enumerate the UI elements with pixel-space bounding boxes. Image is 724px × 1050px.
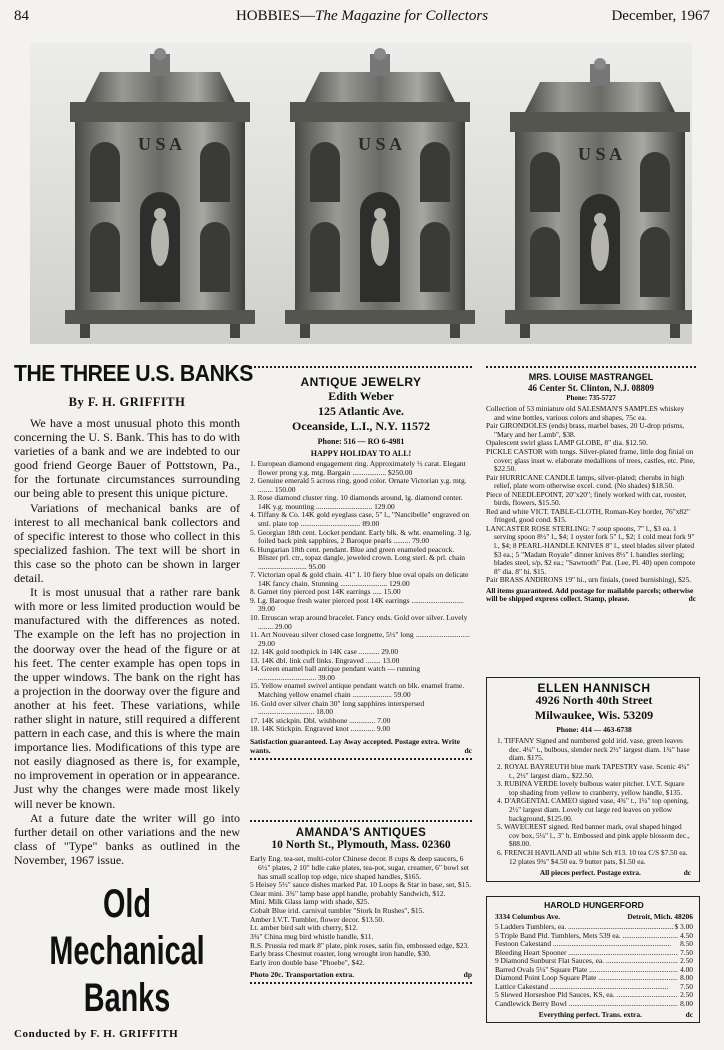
page-number: 84 [14,8,29,24]
ad-ellen-hannisch [486,677,700,882]
price-item-name: Lattice Cakestand ..... [495,983,678,992]
ad-item: Piece of NEEDLEPOINT, 20"x20"; finely worked with cat, rooster, birds, flowers, $15.50. [486,489,687,508]
ad-item: 5. WAVECREST signed. Red banner mark, oval shaped hinged cov box, 5¼" l., 3" h. Embossed and pink apple blossom dec., $88.00. [497,822,690,849]
conducted-by: Conducted by F. H. GRIFFITH [14,1028,179,1040]
ad-code: dc [685,1010,693,1020]
banks-photo-illustration [30,42,692,344]
ad-item: 4. Tiffany & Co. 14K gold eyeglass case, 5" l., "Nancibelle" engraved on sml. plate top ................................ 89.00 [250,510,470,529]
price-item-name: Bleeding Heart Spooner ..... [495,949,678,958]
ad-item: Cobalt Blue irid. carnival tumbler "Stork In Rushes", $15. [250,906,425,916]
price-item-price: 7.50 [680,947,693,957]
divider [486,366,696,369]
divider [250,982,472,985]
ad-address: 10 North St., Plymouth, Mass. 02360 [271,839,451,852]
price-item-price: 4.00 [680,964,693,974]
price-item-price: 2.50 [680,990,693,1000]
ad-city: Detroit, Mich. 48206 [627,912,693,922]
ad-item: 6. FRENCH HAVILAND all white Sch #13. 10 tea C/S $7.50 ea. 12 plates 9¾" $4.50 ea. 9 butter pats, $1.50 ea. [497,847,688,866]
ad-harold-hungerford [486,896,700,1023]
ad-city: Milwaukee, Wis. 53209 [534,708,654,723]
ad-city: Oceanside, L.I., N.Y. 11572 [292,419,430,433]
ad-address: 4926 North 40th Street [535,693,653,708]
magazine-title [14,8,710,25]
column-title [46,881,209,1022]
price-item-price: 2.50 [680,956,693,966]
price-row [495,923,693,932]
ad-item: R.S. Prussia red mark 8" plate, pink roses, satin fin, embossed edge, $23. [250,940,470,950]
price-item-price: 4.50 [680,930,693,940]
article-body [14,416,240,867]
ad-item: 7. Victorian opal & gold chain. 41" l. 10 fiery blue oval opals on delicate 14K fancy chain. Stunning ......................... 129.00 [250,570,469,588]
ad-item-list [497,737,691,866]
ad-item: 14. Green enamel ball antique pendant watch — running ............................... 39.00 [250,664,421,682]
ad-footer [486,587,696,604]
article-title: THE THREE U.S. BANKS [14,360,253,386]
ad-code: dc [464,745,472,755]
ad-item: Mini. Milk Glass lamp with shade, $25. [250,897,370,907]
ad-footer-text: Satisfaction guaranteed. Lay Away accepted. Postage extra. Write wants. [250,736,460,755]
ad-item: 2. ROYAL BAYREUTH blue mark TAPESTRY vase. Scenic 4¼" t., 2½" largest diam., $22.50. [497,761,690,780]
price-row [495,974,693,983]
banks-photo [30,42,692,344]
ad-item-list [250,855,472,968]
price-row [495,983,693,992]
ad-heading: HAROLD HUNGERFORD [544,900,644,910]
ad-item: 17. 14K stickpin. Dbl. wishbone .............. 7.00 [250,715,391,725]
ad-item: 13. 14K dbl. link cuff links. Engraved ........ 13.00 [250,655,400,665]
ad-code: dp [463,969,472,979]
ad-item: 12. 14K gold toothpick in 14K case ........... 29.00 [250,647,399,657]
ad-price-list [495,923,693,1008]
issue-date: December, 1967 [611,8,710,24]
column-title-line: Old [102,882,151,926]
price-item-price: 8.50 [680,939,693,949]
ad-footer-text: All pieces perfect. Postage extra. [539,868,641,878]
article-paragraph: It is most unusual that a rather rare bank with more or less limited production would be manufactured with the differences as noted. The example on the left has no projection in the doorway over the head of the figure or at his feet. The center example has open tops in the upper windows. The bank on the right has a projection in the doorway over the figure and another at his feet. These variations, while rather slight in nature, still required a different pattern in each case, and this is where the main importance lies. Modifications of this type are not easily diagnosed as there is, for example, no improvement in operation or in appearance. Just why the changes were made most likely will never be known. [14,585,240,811]
bank-right [505,58,692,338]
ad-item: 16. Gold over silver chain 30" long sapphires interspersed .............................. 18.00 [250,698,425,717]
ad-item: 3. RUBINA VERDE lovely bulbous water pitcher. I.V.T. Square top shading from yellow to cranberry, yellow handle, $135. [497,779,685,797]
price-item-name: Barred Ovals 5¼" Square Plate ..... [495,966,678,975]
ad-antique-jewelry [250,366,472,761]
price-row [495,966,693,975]
ad-item: 15. Yellow enamel swivel antique pendant watch on blk. enamel frame. Matching yellow enamel chain ..................... 59.00 [250,681,465,699]
ad-item: Collection of 53 miniature old SALESMAN'S SAMPLES whiskey and wine bottles, various colors and shapes, 75c ea. [486,404,685,422]
ad-amandas-antiques [250,820,472,985]
ad-item: Pair GIRONDOLES (ends) brass, marbel bases, 20 U-drop prisms, "Mary and her Lamb", $38. [486,421,685,439]
price-row [495,932,693,941]
ad-item: 4. D'ARGENTAL CAMEO signed vase, 4¾" t., 1¼" top opening, 2½" largest diam. Lovely cut large red leaves on yellow background, $125.00. [497,796,689,823]
ad-greeting: HAPPY HOLIDAY TO ALL! [310,449,412,459]
ad-item: LANCASTER ROSE STERLING: 7 soup spoons, 7" l., $3 ea. 1 serving spoon 8½" l., $4; 1 oyster fork 5" l., $2; 1 cold meat fork 9" l., $4; 8 PEARL-HANDLE KNIVES 8" l., steel blades silver plated $3 ea.; 5 "Madam Royale" dinner knives 8½" l. handles sterling; blades steel, s/p, $2 ea.; "Sawtooth" Pat. (Lee, Pl. 40) open compote 8" dia. 8" hi. $15. [486,523,696,576]
bank-sign: U S A [357,134,403,154]
price-item-name: Candlewick Berry Bowl ..... [495,1000,678,1009]
price-item-name: 5 Triple Band Pld. Tumblers, Mets 539 ea. ..... [495,932,678,941]
price-item-name: Festoon Cakestand ..... [495,940,678,949]
ad-address: 46 Center St. Clinton, N.J. 08809 [527,383,655,394]
price-row [495,949,693,958]
ad-item: Early Eng. tea-set, multi-color Chinese decor. 8 cups & deep saucers, 6 6½" plates, 2 10" hdle cake plates, tea-pot, sugar, creamer, 6" bowl set has small scallop top edge, nice shaped handles, $165. [250,854,470,881]
ad-item-list [486,405,696,584]
ad-item: 11. Art Nouveau silver closed case lorgnette, 5½" long ............................. 29.00 [250,630,470,648]
price-row [495,940,693,949]
bank-sign: U S A [577,144,623,164]
article-paragraph: Variations of mechanical banks are of interest to all mechanical bank collectors and of specific interest to those who collect in this specialized fashion. The text will be short in this case so the photo can be shown in larger detail. [14,500,240,586]
ad-heading: MRS. LOUISE MASTRANGEL [528,372,654,382]
magazine-prefix: HOBBIES— [235,8,316,24]
ad-item: Opalescent swirl glass LAMP GLOBE, 8" dia. $12.50. [486,438,648,448]
price-row [495,1000,693,1009]
ad-footer [497,868,691,877]
ad-phone: Phone: 516 — RO 6-4981 [317,437,405,446]
ad-heading: AMANDA'S ANTIQUES [295,827,427,839]
ad-code: dc [683,868,691,878]
ad-item: Clear mini. 3¾" lamp base appl handle, probably Sandwich, $12. [250,888,446,898]
ad-item: 5. Georgian 18th cent. Locket pendant. Early blk. & wht. enameling. 3 lg. foiled back pink sapphires, 2 Baroque pearls ......... 79.00 [250,527,472,546]
bank-sign: U S A [137,134,183,154]
article-paragraph: We have a most unusual photo this month concerning the U. S. Bank. This has to do with varieties of a bank and we are indebted to our good friend George Bauer of Pottstown, Pa., for the fortunate circumstances surrounding our being able to present this unique picture. [14,416,240,501]
ad-item: 6. Hungarian 18th cent. pendant. Blue and green enameled peacock. Blister prl. ctr., topaz dangle, jeweled crown. Long sterl. & prl. chain .......................... 95.00 [250,544,466,571]
ad-item: 1. European diamond engagement ring. Approximately ½ carat. Elegant flower prong y.g. mtg. Bargain .................. $250.00 [250,459,466,477]
ad-item: Early iron double base "Phoebe", $42. [250,958,365,968]
ad-footer [495,1010,693,1019]
magazine-name: The Magazine for Collectors [315,8,489,24]
ad-name: Edith Weber [328,389,394,403]
ad-item: Pair BRASS ANDIRONS 19" hi., urn finials, (need burnishing), $25. [486,575,692,585]
ad-footer-text: Photo 20c. Transportation extra. [250,969,355,979]
ad-address [495,912,693,921]
column-title-line: Mechanical [49,929,205,973]
ad-heading: ANTIQUE JEWELRY [300,375,422,389]
ad-code: dc [688,594,696,604]
ad-item-list [250,460,472,734]
price-item-name: 9 Diamond Sunburst Flat Sauces, ea. ..... [495,957,678,966]
price-item-price: 8.00 [680,998,693,1008]
ad-item: 18. 14K Stickpin. Engraved knot ............. 9.00 [250,724,390,734]
price-item-name: 5 Slewed Horseshoe Pld Sauces, KS, ea. ..... [495,991,678,1000]
price-row [495,957,693,966]
ad-item: 5 Heisey 5½" sauce dishes marked Pat. 10 Loops & Star in base, set, $15. [250,880,472,890]
ad-footer-text: All items guaranteed. Add postage for mailable parcels; otherwise will be shipped express collect. Stamp, please. [486,585,694,604]
ad-item: Pair HURRICANE CANDLE lamps, silver-plated; cherubs in high relief, plate worn otherwise excel. cond. (No shades) $18.50. [486,472,685,491]
column-title-line: Banks [83,976,171,1020]
article-byline: By F. H. GRIFFITH [68,395,186,409]
divider [250,758,472,761]
ad-item: 10. Etruscan wrap around bracelet. Fancy ends. Gold over silver. Lovely ........ 29.00 [250,613,468,631]
bank-left [65,48,255,338]
ad-item: PICKLE CASTOR with tongs. Silver-plated frame, little dog finial on cover; glass inset w. elaborate medallions of trees, castles, etc. Pine, $22.50. [486,447,695,474]
ad-item: 1. TIFFANY Signed and numbered gold irid. vase, green leaves dec. 4¼" t., bulbous, slender neck 2½" largest diam. 1¾" base diam. $175. [497,736,690,763]
divider [250,820,472,823]
ad-item: 9. Lg. Baroque fresh water pierced post 14K earrings ............................ 39.00 [250,595,464,614]
price-item-price: 7.50 [680,981,693,991]
ad-item: Early brass Chestnut roaster, long wrought iron handle, $30. [250,949,431,959]
article-column [14,360,253,1040]
price-row [495,991,693,1000]
ad-footer [250,737,472,755]
ad-phone: Phone: 735-5727 [566,394,616,403]
price-item-name: 5 Ladders Tumblers, ea. ..... [495,923,673,932]
price-item-name: Diamond Point Loop Square Plate ..... [495,974,678,983]
bank-center [285,48,475,338]
page-header [14,8,710,30]
ad-item: 2. Genuine emerald 5 across ring, good color. Ornate Victorian y.g. mtg. ........ 150.00 [250,476,467,494]
ad-phone: Phone: 414 — 463-6738 [556,725,632,735]
ad-address: 125 Atlantic Ave. [317,404,405,418]
ad-item: Lt. amber bird salt with cherry, $12. [250,923,359,933]
ad-item: 8. Garnet tiny pierced post 14K earrings ..... 15.00 [250,587,401,597]
ad-item: 3. Rose diamond cluster ring. 10 diamonds around, lg. diamond center. 14K y.g. mounting .............................. 129.00 [250,493,463,511]
price-item-price: $ 3.00 [674,922,693,932]
ad-mastrangel [486,366,696,604]
article-paragraph: At a future date the writer will go into further detail on other variations and the new class of "Type" banks as outlined in the November, 1967 issue. [14,810,240,867]
ad-street: 3334 Columbus Ave. [495,912,561,922]
divider [250,366,472,369]
ad-footer [250,970,472,979]
ad-item: 3¾" China mug bird whistle handle, $11. [250,932,374,942]
ad-item: Amber I.V.T. Tumbler, flower decor. $13.50. [250,914,384,924]
ad-heading: ELLEN HANNISCH [537,681,651,695]
ad-item: Red and white VICT. TABLE-CLOTH, Roman-Key border, 76"x82" fringed, good cond. $15. [486,506,690,525]
price-item-price: 8.00 [680,973,693,983]
ad-footer-text: Everything perfect. Trans. extra. [538,1010,642,1020]
